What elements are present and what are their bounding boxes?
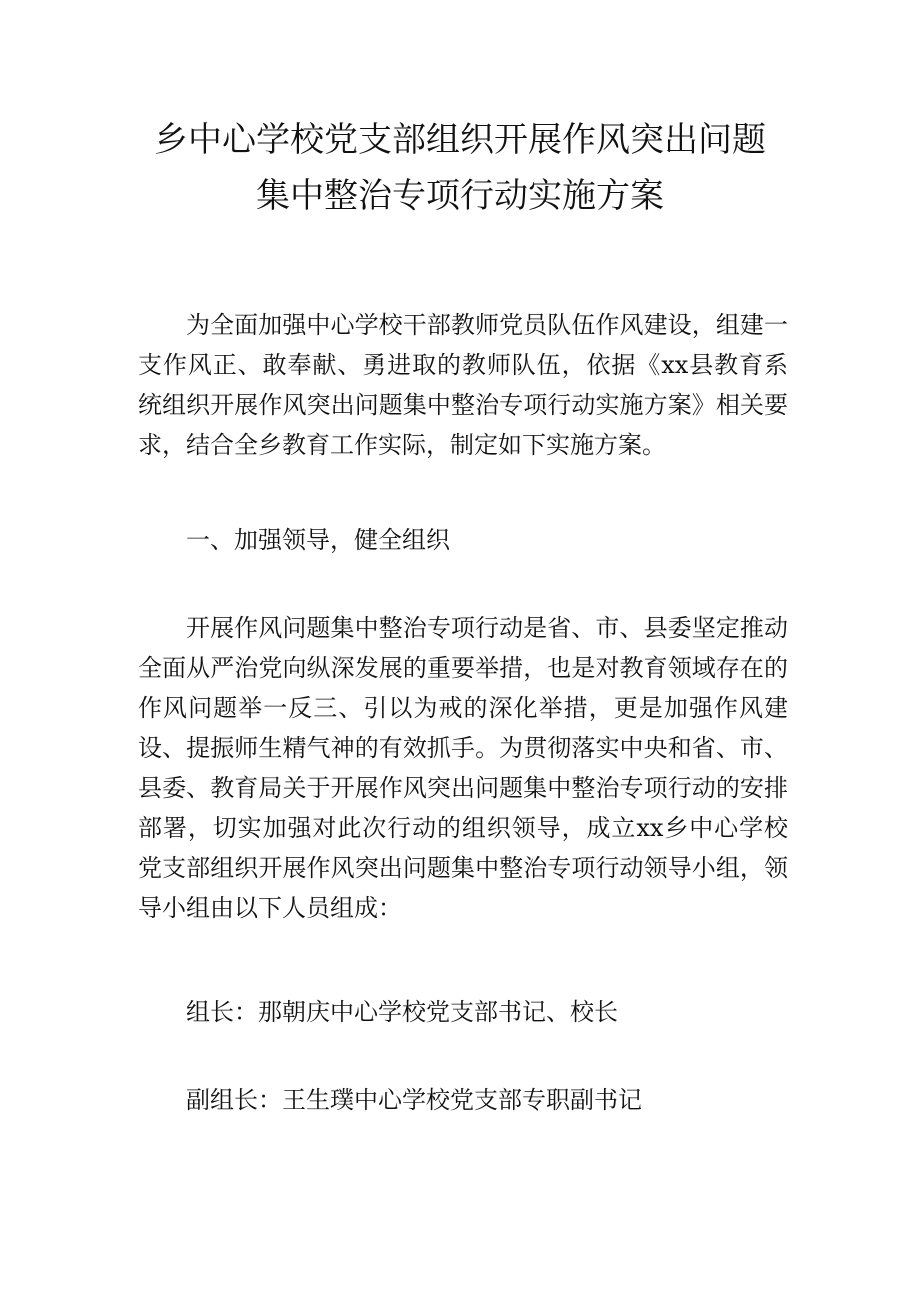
- section-1-body: 开展作风问题集中整治专项行动是省、市、县委坚定推动全面从严治党向纵深发展的重要举措，也是对教育领域存在的作风问题举一反三、引以为戒的深化举措，更是加强作风建设、提振师生精气神的有效抓手。为贯彻落实中央和省、市、县委、教育局关于开展作风突出问题集中整治专项行动的安排部署，切实加强对此次行动的组织领导，成立xx乡中心学校党支部组织开展作风突出问题集中整治专项行动领导小组，领导小组由以下人员组成：: [138, 614, 788, 922]
- deputy-leader-line: 副组长：王生璞中心学校党支部专职副书记: [186, 1086, 642, 1114]
- group-leader-line: 组长：那朝庆中心学校党支部书记、校长: [186, 998, 618, 1026]
- intro-paragraph: 为全面加强中心学校干部教师党员队伍作风建设，组建一支作风正、敢奉献、勇进取的教师队伍，依据《xx县教育系统组织开展作风突出问题集中整治专项行动实施方案》相关要求，结合全乡教育工作实际，制定如下实施方案。: [138, 311, 788, 459]
- document-title: [100, 112, 820, 224]
- section-1-heading: 一、加强领导，健全组织: [186, 526, 450, 554]
- title-line-1: 乡中心学校党支部组织开展作风突出问题: [154, 120, 766, 160]
- title-line-2: 集中整治专项行动实施方案: [256, 176, 664, 216]
